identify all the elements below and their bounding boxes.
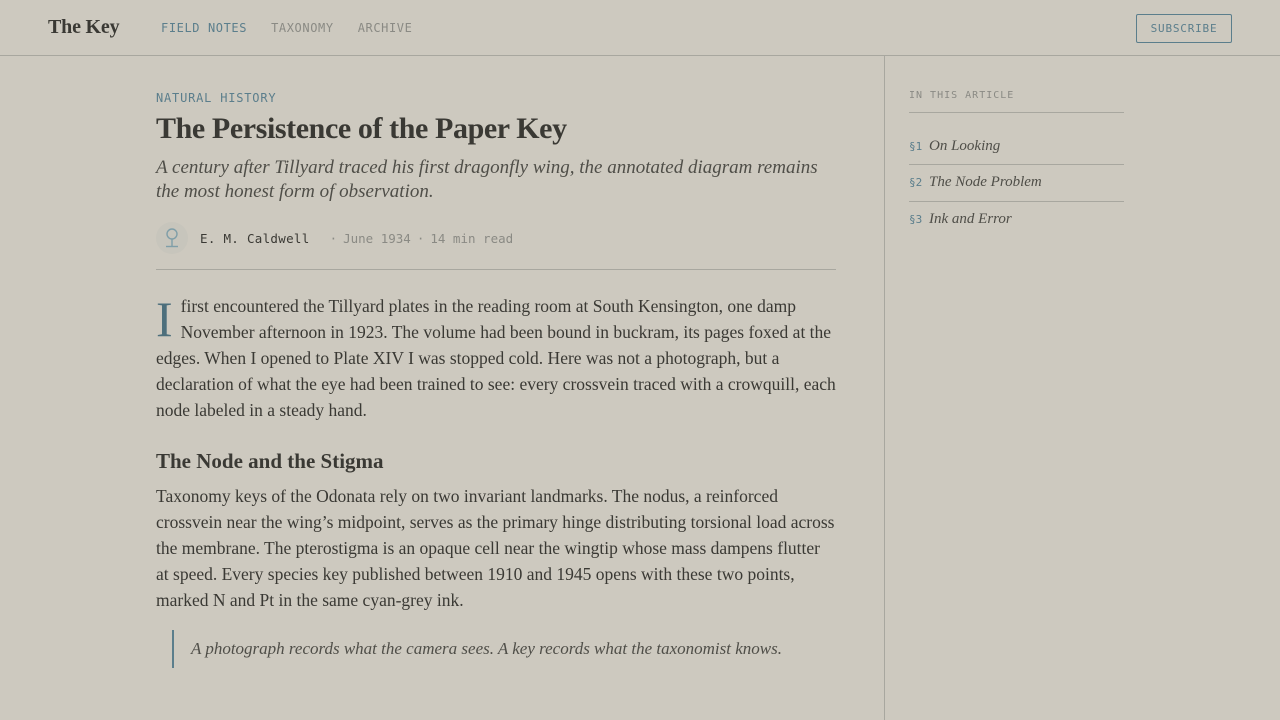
toc-item-label: The Node Problem <box>929 174 1042 191</box>
article-title: The Persistence of the Paper Key <box>156 112 567 145</box>
section-heading: The Node and the Stigma <box>156 449 384 473</box>
read-time: 14 min read <box>430 230 514 246</box>
pull-quote-text: A photograph records what the camera sees. A key records what the taxonomist knows. <box>191 639 782 658</box>
toc-item-node-problem[interactable] <box>909 165 1124 202</box>
pull-quote <box>172 630 812 668</box>
byline-divider <box>156 269 836 270</box>
author-avatar[interactable] <box>156 222 188 254</box>
brand-logo[interactable]: The Key <box>48 16 120 38</box>
nav-taxonomy[interactable]: TAXONOMY <box>271 21 334 35</box>
toc-item-on-looking[interactable] <box>909 129 1124 165</box>
nav-archive[interactable]: ARCHIVE <box>357 21 413 35</box>
top-bar <box>0 0 1280 56</box>
toc-item-number: §2 <box>909 176 923 190</box>
toc-item-ink-and-error[interactable] <box>909 202 1124 239</box>
toc-item-label: Ink and Error <box>929 211 1012 228</box>
toc-list <box>909 129 1124 238</box>
article-meta: · June 1934 · 14 min read <box>329 230 514 246</box>
toc-item-label: On Looking <box>929 138 1001 154</box>
sidebar-divider <box>884 56 885 720</box>
paragraph-intro-text: first encountered the Tillyard plates in the reading room at South Kensington, one damp November afternoon in 1923. The volume had been bound in buckram, its pages foxed at the edges. When I opened to Plate XIV I was stopped cold. Here was not a photograph, but a declaration of what the eye had been trained to see: every crossvein traced with a crowquill, each node labeled in a steady hand. <box>156 296 836 420</box>
subscribe-button[interactable]: SUBSCRIBE <box>1136 14 1232 43</box>
toc-heading: IN THIS ARTICLE <box>909 90 1015 101</box>
main-nav <box>161 21 412 35</box>
article-date: June 1934 <box>343 230 411 246</box>
nav-field-notes[interactable]: FIELD NOTES <box>161 21 248 35</box>
author-name[interactable]: E. M. Caldwell <box>200 230 310 246</box>
byline <box>156 222 513 254</box>
paragraph-intro <box>156 293 836 423</box>
article-dek: A century after Tillyard traced his first dragonfly wing, the annotated diagram remains the most honest form of observation. <box>156 157 818 202</box>
toc-item-number: §1 <box>909 140 923 153</box>
pin-avatar-icon <box>163 227 181 249</box>
paragraph-node: Taxonomy keys of the Odonata rely on two invariant landmarks. The nodus, a reinforced crossvein near the wing’s midpoint, serves as the primary hinge distributing torsional load across the membrane. The pterostigma is an opaque cell near the wingtip whose mass dampens flutter at speed. Every species key published between 1910 and 1945 opens with these two points, marked N and Pt in the same cyan-grey ink. <box>156 486 835 610</box>
toc-divider <box>909 112 1124 113</box>
article-kicker[interactable]: NATURAL HISTORY <box>156 91 277 105</box>
toc-item-number: §3 <box>909 213 923 227</box>
drop-cap: I <box>156 291 173 347</box>
